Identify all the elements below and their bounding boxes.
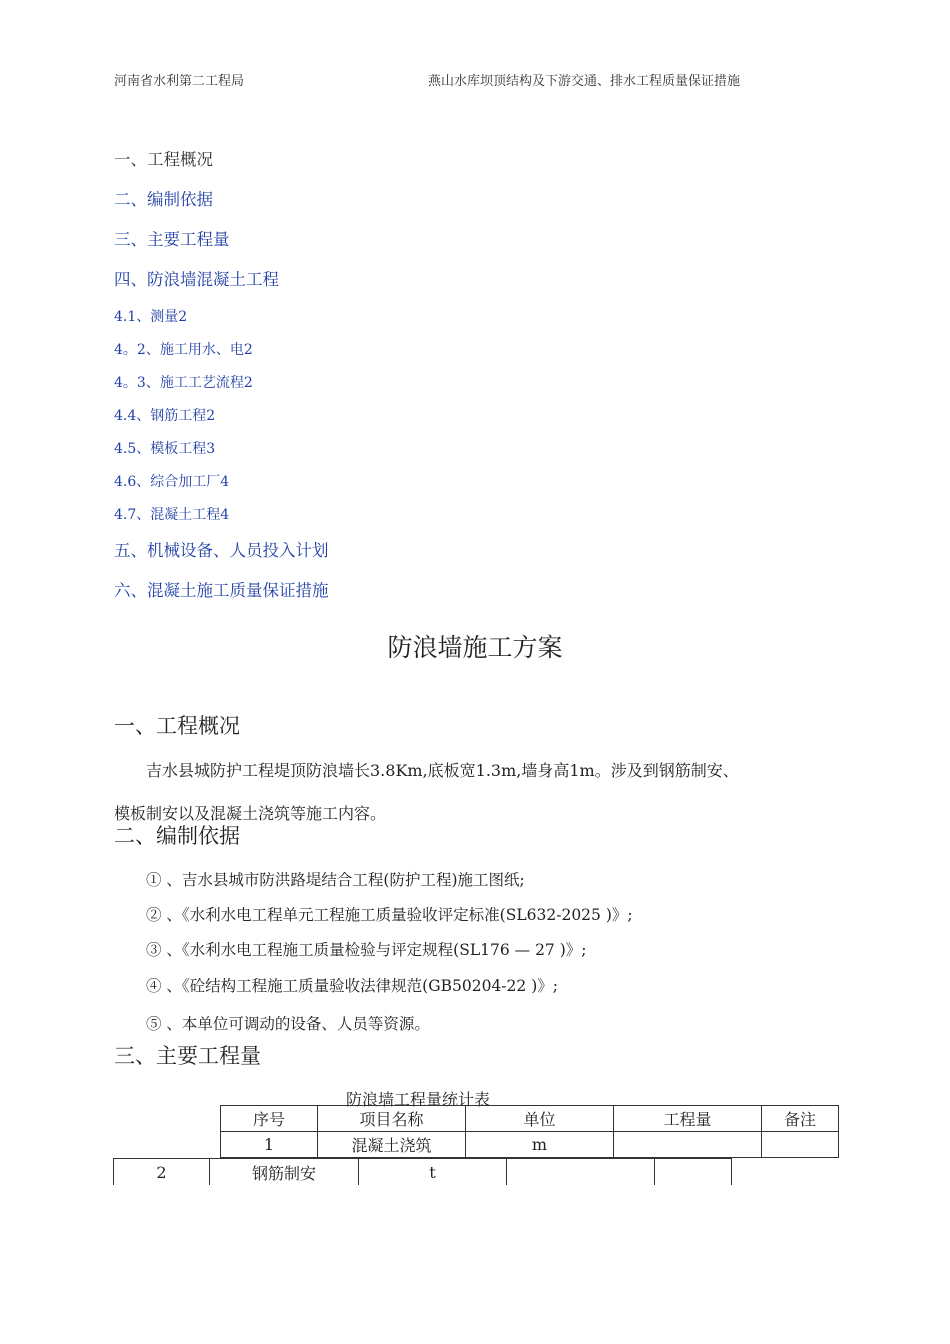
toc-item-1[interactable]: 一、工程概况 (114, 150, 213, 169)
column-header-quantity: 工程量 (614, 1106, 762, 1132)
reference-item-1: ① 、吉水县城市防洪路堤结合工程(防护工程)施工图纸; (146, 871, 525, 889)
reference-item-2: ② 、《水利水电工程单元工程施工质量验收评定标准(SL632-2025 )》; (146, 906, 633, 924)
table-cell-quantity (507, 1159, 655, 1186)
table-cell-index: 1 (221, 1132, 318, 1158)
table-header-row (221, 1106, 839, 1132)
table-cell-remarks (655, 1159, 732, 1186)
toc-item-4-3[interactable]: 4。3、施工工艺流程2 (114, 375, 253, 391)
quantity-table-continued (113, 1158, 732, 1185)
page-header-right: 燕山水库坝顶结构及下游交通、排水工程质量保证措施 (428, 74, 741, 89)
toc-item-2[interactable]: 二、编制依据 (114, 190, 213, 209)
reference-item-4: ④ 、《砼结构工程施工质量验收法律规范(GB50204-22 )》; (146, 977, 558, 995)
column-header-index: 序号 (221, 1106, 318, 1132)
section-1-heading: 一、工程概况 (114, 714, 240, 738)
toc-item-5[interactable]: 五、机械设备、人员投入计划 (114, 541, 329, 560)
table-caption: 防浪墙工程量统计表 (346, 1090, 491, 1109)
reference-item-5: ⑤ 、本单位可调动的设备、人员等资源。 (146, 1015, 430, 1033)
toc-item-3[interactable]: 三、主要工程量 (114, 230, 230, 249)
toc-item-4-4[interactable]: 4.4、钢筋工程2 (114, 408, 216, 424)
column-header-remarks: 备注 (762, 1106, 839, 1132)
section-1-paragraph-line-2: 模板制安以及混凝土浇筑等施工内容。 (114, 804, 387, 823)
page-header-left: 河南省水利第二工程局 (114, 74, 245, 89)
column-header-item-name: 项目名称 (318, 1106, 466, 1132)
column-header-unit: 单位 (466, 1106, 614, 1132)
quantity-table (220, 1105, 839, 1158)
table-cell-index: 2 (114, 1159, 210, 1186)
toc-item-4-5[interactable]: 4.5、模板工程3 (114, 441, 216, 457)
table-cell-item-name: 钢筋制安 (210, 1159, 359, 1186)
section-3-heading: 三、主要工程量 (114, 1044, 261, 1068)
table-cell-remarks (762, 1132, 839, 1158)
section-1-paragraph-line-1: 吉水县城防护工程堤顶防浪墙长3.8Km,底板宽1.3m,墙身高1m。涉及到钢筋制安、 (146, 761, 739, 780)
table-row (114, 1159, 732, 1186)
table-of-contents (114, 146, 329, 617)
toc-item-4-2[interactable]: 4。2、施工用水、电2 (114, 342, 253, 358)
table-cell-quantity (614, 1132, 762, 1158)
toc-item-4-1[interactable]: 4.1、测量2 (114, 309, 188, 325)
reference-item-3: ③ 、《水利水电工程施工质量检验与评定规程(SL176 — 27 )》; (146, 941, 587, 959)
toc-item-4-6[interactable]: 4.6、综合加工厂4 (114, 474, 230, 490)
table-cell-unit: m (466, 1132, 614, 1158)
table-cell-item-name: 混凝土浇筑 (318, 1132, 466, 1158)
toc-item-4-7[interactable]: 4.7、混凝土工程4 (114, 507, 230, 523)
toc-item-6[interactable]: 六、混凝土施工质量保证措施 (114, 581, 329, 600)
table-cell-unit: t (359, 1159, 507, 1186)
toc-item-4[interactable]: 四、防浪墙混凝土工程 (114, 270, 279, 289)
section-2-heading: 二、编制依据 (114, 824, 240, 848)
document-title: 防浪墙施工方案 (387, 633, 563, 662)
table-row (221, 1132, 839, 1158)
